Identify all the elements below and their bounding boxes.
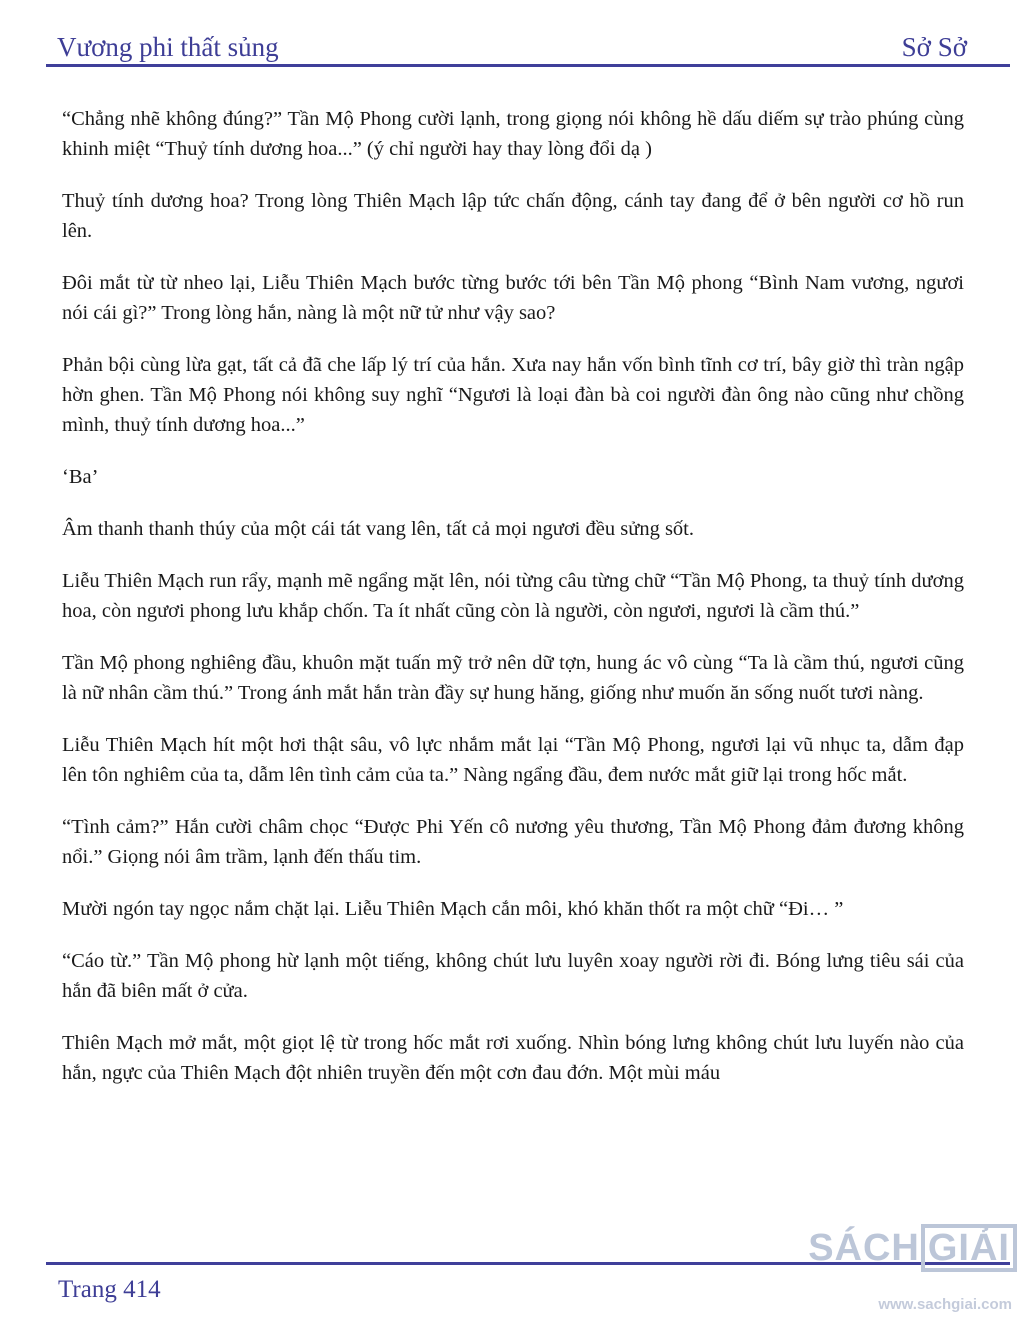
book-title: Vương phi thất sủng xyxy=(57,32,279,62)
paragraph: Âm thanh thanh thúy của một cái tát vang lên, tất cả mọi ngươi đều sửng sốt. xyxy=(62,518,694,540)
paragraph: ‘Ba’ xyxy=(62,466,99,488)
page-number: Trang 414 xyxy=(58,1276,161,1303)
paragraph: Liễu Thiên Mạch run rẩy, mạnh mẽ ngẩng mặt lên, nói từng câu từng chữ “Tần Mộ Phong, ta thuỷ tính dương hoa, còn ngươi phong lưu khắp chốn. Ta ít nhất cũng còn là người, còn ngươi, ngươi là cầm thú.” xyxy=(62,570,964,622)
watermark-logo xyxy=(808,1224,1018,1272)
paragraph: Phản bội cùng lừa gạt, tất cả đã che lấp lý trí của hắn. Xưa nay hắn vốn bình tĩnh cơ trí, bây giờ thì tràn ngập hờn ghen. Tần Mộ Phong nói không suy nghĩ “Ngươi là loại đàn bà coi người đàn ông nào cũng như chồng mình, thuỷ tính dương hoa...” xyxy=(62,354,964,436)
watermark-logo-text: SÁCH xyxy=(808,1226,920,1269)
paragraph: “Cáo từ.” Tần Mộ phong hừ lạnh một tiếng, không chút lưu luyên xoay người rời đi. Bóng lưng tiêu sái của hắn đã biên mất ở cửa. xyxy=(62,950,964,1002)
watermark-url: www.sachgiai.com xyxy=(878,1296,1012,1313)
header-divider xyxy=(46,64,1010,67)
paragraph: Mười ngón tay ngọc nắm chặt lại. Liễu Thiên Mạch cắn môi, khó khăn thốt ra một chữ “Đi… ” xyxy=(62,898,844,920)
paragraph: Đôi mắt từ từ nheo lại, Liễu Thiên Mạch bước từng bước tới bên Tần Mộ phong “Bình Nam vương, ngươi nói cái gì?” Trong lòng hắn, nàng là một nữ tử như vậy sao? xyxy=(62,272,964,324)
paragraph: “Chẳng nhẽ không đúng?” Tần Mộ Phong cười lạnh, trong giọng nói không hề dấu diếm sự trào phúng cùng khinh miệt “Thuỷ tính dương hoa...” (ý chỉ người hay thay lòng đổi dạ ) xyxy=(62,108,964,160)
paragraph: Liễu Thiên Mạch hít một hơi thật sâu, vô lực nhắm mắt lại “Tần Mộ Phong, ngươi lại vũ nhục ta, dẫm đạp lên tôn nghiêm của ta, dẫm lên tình cảm của ta.” Nàng ngẩng đầu, đem nước mắt giữ lại trong hốc mắt. xyxy=(62,734,964,786)
paragraph: “Tình cảm?” Hắn cười châm chọc “Được Phi Yến cô nương yêu thương, Tần Mộ Phong đảm đương không nổi.” Giọng nói âm trầm, lạnh đến thấu tim. xyxy=(62,816,964,868)
watermark xyxy=(808,1224,1018,1319)
book-author: Sở Sở xyxy=(901,32,967,62)
paragraph: Thuỷ tính dương hoa? Trong lòng Thiên Mạch lập tức chấn động, cánh tay đang để ở bên người cơ hồ run lên. xyxy=(62,190,964,242)
paragraph: Thiên Mạch mở mắt, một giọt lệ từ trong hốc mắt rơi xuống. Nhìn bóng lưng không chút lưu luyến nào của hắn, ngực của Thiên Mạch đột nhiên truyền đến một cơn đau đớn. Một mùi máu xyxy=(62,1032,964,1084)
page-header xyxy=(57,24,967,64)
paragraph: Tần Mộ phong nghiêng đầu, khuôn mặt tuấn mỹ trở nên dữ tợn, hung ác vô cùng “Ta là cầm thú, ngươi cũng là nữ nhân cầm thú.” Trong ánh mắt hắn tràn đầy sự hung hăng, giống như muốn ăn sống nuốt tươi nàng. xyxy=(62,652,964,704)
watermark-logo-box: GIẢI xyxy=(921,1224,1017,1272)
page-body xyxy=(62,104,964,1110)
